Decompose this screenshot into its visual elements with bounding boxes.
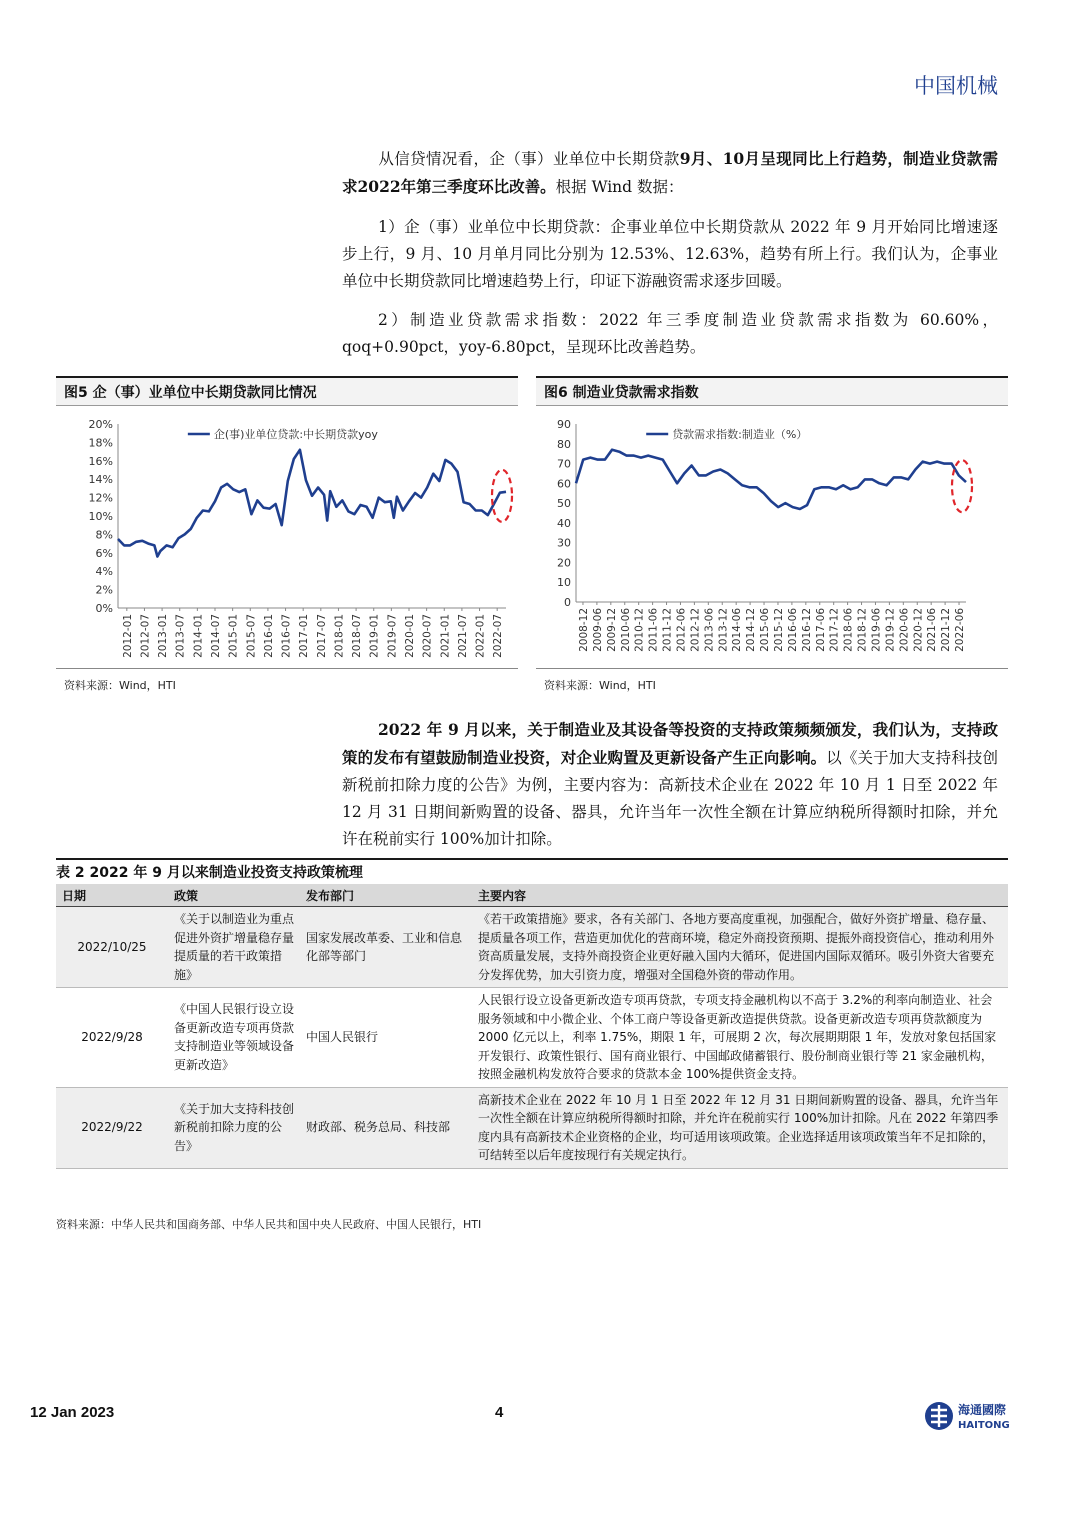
chart5-data-point bbox=[499, 492, 501, 494]
chart5-y-tick-label: 4% bbox=[95, 565, 113, 579]
chart6-y-tick-label: 10 bbox=[557, 576, 571, 590]
chart6-data-point bbox=[698, 474, 700, 476]
chart5-data-point bbox=[202, 509, 204, 511]
chart6-x-tick-label: 2016-12 bbox=[800, 608, 813, 652]
body-paragraph-policy: 2022 年 9 月以来，关于制造业及其设备等投资的支持政策频频颁发，我们认为，支持政策的发布有望鼓励制造业投资，对企业购置及更新设备产生正向影响。以《关于加大支持科技创新税前扣除力度的公告》为例，主要内容为：高新技术企业在 2022 年 10 月 1 日至 2022 年 12 月 31 日期间新购置的设备、器具，允许当年一次性全额在计算应纳税所得额时扣除，并允许在税前实行 100%加计扣除。 bbox=[342, 720, 998, 848]
chart5-data-point bbox=[372, 517, 374, 519]
chart5-data-point bbox=[341, 499, 343, 501]
cell-dept: 财政部、税务总局、科技部 bbox=[300, 1087, 472, 1168]
chart6-y-tick-label: 20 bbox=[557, 556, 571, 570]
chart5-highlight-ellipse bbox=[492, 470, 512, 522]
chart5-data-point bbox=[287, 480, 289, 482]
col-header-content: 主要内容 bbox=[472, 884, 1008, 907]
chart6-data-point bbox=[662, 459, 664, 461]
chart6-data-point bbox=[878, 482, 880, 484]
chart5-data-point bbox=[117, 538, 119, 540]
figure6-source: 资料来源：Wind，HTI bbox=[544, 679, 656, 692]
logo-en-text: HAITONG bbox=[958, 1420, 1010, 1431]
chart5-data-point bbox=[463, 501, 465, 503]
cell-date: 2022/9/22 bbox=[56, 1087, 168, 1168]
chart6-data-point bbox=[589, 457, 591, 459]
chart6-data-point bbox=[784, 502, 786, 504]
chart5-data-point bbox=[329, 490, 331, 492]
haitong-logo-icon bbox=[922, 1396, 1032, 1436]
chart5-data-point bbox=[156, 555, 158, 557]
chart5-data-point bbox=[129, 544, 131, 546]
chart6-data-point bbox=[763, 492, 765, 494]
chart5-data-point bbox=[481, 509, 483, 511]
chart6-y-tick-label: 50 bbox=[557, 497, 571, 511]
chart5-data-point bbox=[311, 495, 313, 497]
chart6-data-point bbox=[907, 478, 909, 480]
chart5-y-tick-label: 16% bbox=[88, 454, 113, 468]
chart6-x-tick-label: 2020-06 bbox=[898, 608, 911, 652]
chart6-data-point bbox=[965, 481, 967, 483]
col-header-date: 日期 bbox=[56, 884, 168, 907]
chart6-data-point bbox=[835, 488, 837, 490]
chart6-x-tick-label: 2009-12 bbox=[605, 608, 618, 652]
chart5-data-point bbox=[426, 486, 428, 488]
chart5-data-point bbox=[396, 496, 398, 498]
chart6-data-point bbox=[756, 486, 758, 488]
chart5-x-tick-label: 2014-01 bbox=[192, 614, 205, 658]
logo-cn-text: 海通國際 bbox=[958, 1403, 1007, 1417]
chart6-data-point bbox=[719, 468, 721, 470]
chart6-data-point bbox=[734, 478, 736, 480]
chart5-x-tick-label: 2015-01 bbox=[227, 614, 240, 658]
figure5-chart-box bbox=[56, 406, 518, 669]
chart6-x-tick-label: 2017-06 bbox=[814, 608, 827, 652]
chart6-x-tick-label: 2022-06 bbox=[954, 608, 967, 652]
chart5-data-point bbox=[378, 497, 380, 499]
chart6-data-point bbox=[582, 459, 584, 461]
chart6-y-tick-label: 70 bbox=[557, 457, 571, 471]
cell-dept: 中国人民银行 bbox=[300, 988, 472, 1088]
chart5-data-point bbox=[414, 492, 416, 494]
chart5-data-point bbox=[250, 513, 252, 515]
chart6-data-point bbox=[864, 478, 866, 480]
chart6-x-tick-label: 2013-06 bbox=[703, 608, 716, 652]
chart5-x-tick-label: 2017-07 bbox=[315, 614, 328, 658]
chart5-x-tick-label: 2021-01 bbox=[439, 614, 452, 658]
chart5-data-point bbox=[360, 504, 362, 506]
intro-paragraph-3: 2）制造业贷款需求指数：2022 年三季度制造业贷款需求指数为 60.60%，qoq+0.90pct，yoy-6.80pct，呈现环比改善趋势。 bbox=[342, 311, 998, 356]
chart5-y-tick-label: 0% bbox=[95, 602, 113, 615]
chart5-data-point bbox=[323, 494, 325, 496]
chart5-data-point bbox=[384, 501, 386, 503]
chart5-x-tick-label: 2012-01 bbox=[121, 614, 134, 658]
chart5-data-point bbox=[269, 508, 271, 510]
table-header-row bbox=[56, 884, 1008, 907]
chart6-x-tick-label: 2013-12 bbox=[717, 608, 730, 652]
chart5-data-point bbox=[335, 506, 337, 508]
chart6-data-point bbox=[597, 459, 599, 461]
chart5-y-tick-label: 18% bbox=[88, 436, 113, 450]
chart5-legend-label: 企(事)业单位贷款:中长期贷款yoy bbox=[213, 428, 378, 441]
chart6-data-point bbox=[654, 457, 656, 459]
cell-date: 2022/9/28 bbox=[56, 988, 168, 1088]
chart5-data-point bbox=[487, 514, 489, 516]
chart6-data-point bbox=[669, 470, 671, 472]
chart5-data-point bbox=[444, 459, 446, 461]
chart5-data-point bbox=[305, 479, 307, 481]
chart5-data-point bbox=[390, 500, 392, 502]
chart6-data-point bbox=[647, 455, 649, 457]
chart5-data-point bbox=[275, 503, 277, 505]
chart6-x-tick-label: 2011-12 bbox=[661, 608, 674, 652]
col-header-policy: 政策 bbox=[168, 884, 300, 907]
figure6-chart-box bbox=[536, 406, 1008, 669]
chart5-x-tick-label: 2017-01 bbox=[298, 614, 311, 658]
table-source: 资料来源：中华人民共和国商务部、中华人民共和国中央人民政府、中国人民银行，HTI bbox=[56, 1218, 482, 1231]
chart6-x-tick-label: 2020-12 bbox=[912, 608, 925, 652]
chart6-data-point bbox=[792, 506, 794, 508]
chart6-data-point bbox=[821, 486, 823, 488]
chart6-y-tick-label: 0 bbox=[564, 596, 571, 609]
table-row bbox=[56, 988, 1008, 1088]
cell-policy: 《关于加大支持科技创新税前扣除力度的公告》 bbox=[168, 1087, 300, 1168]
chart6-data-point bbox=[770, 500, 772, 502]
chart5-y-tick-label: 10% bbox=[88, 510, 113, 523]
chart6-data-point bbox=[618, 451, 620, 453]
chart5-series-line bbox=[118, 450, 506, 557]
figure6-chart bbox=[536, 406, 1008, 668]
chart6-data-point bbox=[575, 482, 577, 484]
chart5-x-tick-label: 2012-07 bbox=[139, 614, 152, 658]
footer-date: 12 Jan 2023 bbox=[30, 1404, 115, 1421]
chart6-data-point bbox=[806, 504, 808, 506]
chart5-data-point bbox=[147, 543, 149, 545]
chart6-data-point bbox=[914, 468, 916, 470]
chart5-data-point bbox=[232, 488, 234, 490]
chart5-data-point bbox=[457, 471, 459, 473]
chart5-data-point bbox=[196, 517, 198, 519]
chart6-x-tick-label: 2016-06 bbox=[786, 608, 799, 652]
chart6-data-point bbox=[705, 474, 707, 476]
chart5-data-point bbox=[281, 524, 283, 526]
table-row bbox=[56, 1087, 1008, 1168]
chart5-x-tick-label: 2016-01 bbox=[262, 614, 275, 658]
chart5-data-point bbox=[220, 486, 222, 488]
intro-paragraph-2: 1）企（事）业单位中长期贷款：企事业单位中长期贷款从 2022 年 9 月开始同比增速逐步上行，9 月、10 月单月同比分别为 12.53%、12.63%，趋势有所上行。我们认为，企事业单位中长期贷款同比增速趋势上行，印证下游融资需求逐步回暖。 bbox=[342, 218, 998, 290]
cell-date: 2022/10/25 bbox=[56, 907, 168, 988]
chart5-x-tick-label: 2022-07 bbox=[492, 614, 505, 658]
chart6-x-tick-label: 2019-12 bbox=[884, 608, 897, 652]
chart5-x-tick-label: 2019-07 bbox=[386, 614, 399, 658]
chart5-data-point bbox=[166, 544, 168, 546]
chart6-data-point bbox=[611, 449, 613, 451]
chart6-data-point bbox=[900, 476, 902, 478]
chart5-x-tick-label: 2013-07 bbox=[174, 614, 187, 658]
chart6-x-tick-label: 2011-06 bbox=[647, 608, 660, 652]
intro-paragraph-1: 从信贷情况看，企（事）业单位中长期贷款9月、10月呈现同比上行趋势，制造业贷款需求2022年第三季度环比改善。根据 Wind 数据： bbox=[342, 149, 998, 196]
chart5-x-tick-label: 2016-07 bbox=[280, 614, 293, 658]
chart5-data-point bbox=[256, 499, 258, 501]
chart5-y-tick-label: 12% bbox=[88, 491, 113, 505]
chart6-data-point bbox=[676, 482, 678, 484]
chart6-data-point bbox=[748, 486, 750, 488]
chart6-x-tick-label: 2014-06 bbox=[731, 608, 744, 652]
chart5-data-point bbox=[432, 473, 434, 475]
chart6-data-point bbox=[842, 484, 844, 486]
chart5-x-tick-label: 2020-07 bbox=[421, 614, 434, 658]
chart6-data-point bbox=[640, 457, 642, 459]
chart5-data-point bbox=[238, 491, 240, 493]
chart5-data-point bbox=[153, 544, 155, 546]
chart5-y-tick-label: 20% bbox=[88, 418, 113, 431]
chart5-x-tick-label: 2013-01 bbox=[157, 614, 170, 658]
chart6-data-point bbox=[922, 461, 924, 463]
table-title: 表 2 2022 年 9 月以来制造业投资支持政策梳理 bbox=[56, 858, 1008, 886]
chart6-data-point bbox=[813, 488, 815, 490]
chart6-data-point bbox=[799, 508, 801, 510]
chart5-data-point bbox=[190, 528, 192, 530]
chart6-data-point bbox=[633, 455, 635, 457]
chart6-data-point bbox=[857, 486, 859, 488]
chart5-data-point bbox=[420, 497, 422, 499]
cell-dept: 国家发展改革委、工业和信息化部等部门 bbox=[300, 907, 472, 988]
chart6-data-point bbox=[727, 472, 729, 474]
haitong-logo bbox=[922, 1396, 1032, 1436]
chart6-x-tick-label: 2021-06 bbox=[926, 608, 939, 652]
chart5-data-point bbox=[244, 488, 246, 490]
chart5-y-tick-label: 14% bbox=[88, 473, 113, 487]
chart5-y-tick-label: 2% bbox=[95, 583, 113, 597]
chart5-data-point bbox=[505, 491, 507, 493]
chart5-data-point bbox=[184, 533, 186, 535]
chart5-data-point bbox=[408, 500, 410, 502]
chart6-data-point bbox=[712, 470, 714, 472]
chart5-data-point bbox=[172, 546, 174, 548]
figure6-title: 图6 制造业贷款需求指数 bbox=[536, 376, 1008, 406]
cell-content: 人民银行设立设备更新改造专项再贷款，专项支持金融机构以不高于 3.2%的利率向制造业、社会服务领域和中小微企业、个体工商户等设备更新改造提供贷款。设备更新改造专项再贷款额度为 2000 亿元以上，利率 1.75%，期限 1 年，可展期 2 次，每次展期期限 1 年，发放对象包括国家开发银行、政策性银行、国有商业银行、中国邮政储蓄银行、股份制商业银行等 21 家金融机构，按照金融机构发放符合要求的贷款本金 100%提供资金支持。 bbox=[472, 988, 1008, 1088]
chart5-x-tick-label: 2019-01 bbox=[368, 614, 381, 658]
chart6-x-tick-label: 2018-06 bbox=[842, 608, 855, 652]
chart5-data-point bbox=[123, 544, 125, 546]
chart6-x-tick-label: 2009-06 bbox=[591, 608, 604, 652]
chart6-x-tick-label: 2018-12 bbox=[856, 608, 869, 652]
page-header-title: 中国机械 bbox=[914, 74, 998, 98]
chart6-x-tick-label: 2021-12 bbox=[940, 608, 953, 652]
chart6-data-point bbox=[683, 472, 685, 474]
chart6-data-point bbox=[849, 488, 851, 490]
chart5-x-tick-label: 2018-01 bbox=[333, 614, 346, 658]
chart6-x-tick-label: 2010-06 bbox=[619, 608, 632, 652]
table-row bbox=[56, 907, 1008, 988]
chart5-x-tick-label: 2014-07 bbox=[210, 614, 222, 658]
chart5-x-tick-label: 2015-07 bbox=[245, 614, 258, 658]
chart5-data-point bbox=[208, 510, 210, 512]
chart6-y-tick-label: 80 bbox=[557, 437, 571, 451]
chart6-data-point bbox=[886, 484, 888, 486]
chart6-x-tick-label: 2015-06 bbox=[759, 608, 772, 652]
chart5-x-tick-label: 2020-01 bbox=[404, 614, 416, 658]
chart5-x-tick-label: 2022-01 bbox=[474, 614, 487, 658]
chart5-x-tick-label: 2018-07 bbox=[351, 614, 364, 658]
chart5-data-point bbox=[141, 540, 143, 542]
chart5-data-point bbox=[214, 500, 216, 502]
chart5-y-tick-label: 8% bbox=[95, 528, 113, 542]
chart6-data-point bbox=[741, 484, 743, 486]
chart5-data-point bbox=[393, 517, 395, 519]
figure5-title: 图5 企（事）业单位中长期贷款同比情况 bbox=[56, 376, 518, 406]
chart5-data-point bbox=[469, 503, 471, 505]
chart5-data-point bbox=[159, 550, 161, 552]
chart5-data-point bbox=[438, 480, 440, 482]
chart6-data-point bbox=[604, 459, 606, 461]
chart6-data-point bbox=[777, 506, 779, 508]
chart6-x-tick-label: 2010-12 bbox=[633, 608, 646, 652]
chart6-x-tick-label: 2015-12 bbox=[772, 608, 785, 652]
chart5-data-point bbox=[293, 458, 295, 460]
chart5-data-point bbox=[353, 513, 355, 515]
cell-content: 高新技术企业在 2022 年 10 月 1 日至 2022 年 12 月 31 日期间新购置的设备、器具，允许当年一次性全额在计算应纳税所得额时扣除，并允许在税前实行 100%加计扣除。凡在 2022 年第四季度内具有高新技术企业资格的企业，均可适用该项政策。企业选择适用该项政策当年不足扣除的，可结转至以后年度按现行有关规定执行。 bbox=[472, 1087, 1008, 1168]
chart6-data-point bbox=[871, 478, 873, 480]
chart6-x-tick-label: 2012-06 bbox=[675, 608, 688, 652]
chart6-data-point bbox=[936, 461, 938, 463]
chart6-data-point bbox=[626, 455, 628, 457]
chart5-data-point bbox=[402, 509, 404, 511]
chart6-data-point bbox=[929, 463, 931, 465]
chart5-data-point bbox=[450, 463, 452, 465]
chart5-data-point bbox=[317, 486, 319, 488]
chart5-data-point bbox=[263, 507, 265, 509]
chart5-data-point bbox=[366, 506, 368, 508]
chart6-data-point bbox=[828, 486, 830, 488]
chart6-legend-label: 贷款需求指数:制造业（%） bbox=[672, 428, 808, 441]
chart5-x-tick-label: 2021-07 bbox=[456, 614, 469, 658]
figure5-chart bbox=[56, 406, 518, 668]
chart6-y-tick-label: 40 bbox=[557, 516, 571, 530]
cell-policy: 《中国人民银行设立设备更新改造专项再贷款支持制造业等领域设备更新改造》 bbox=[168, 988, 300, 1088]
chart6-y-tick-label: 30 bbox=[557, 536, 571, 550]
chart6-data-point bbox=[951, 463, 953, 465]
chart6-x-tick-label: 2019-06 bbox=[870, 608, 883, 652]
col-header-dept: 发布部门 bbox=[300, 884, 472, 907]
chart5-data-point bbox=[347, 510, 349, 512]
chart5-data-point bbox=[299, 449, 301, 451]
chart6-y-tick-label: 90 bbox=[557, 418, 571, 431]
chart6-x-tick-label: 2017-12 bbox=[828, 608, 841, 652]
chart6-data-point bbox=[893, 476, 895, 478]
chart5-data-point bbox=[135, 541, 137, 543]
chart5-y-tick-label: 6% bbox=[95, 546, 113, 560]
chart5-data-point bbox=[326, 520, 328, 522]
cell-policy: 《关于以制造业为重点促进外资扩增量稳存量提质量的若干政策措施》 bbox=[168, 907, 300, 988]
chart5-data-point bbox=[226, 483, 228, 485]
chart6-x-tick-label: 2012-12 bbox=[689, 608, 702, 652]
chart6-x-tick-label: 2008-12 bbox=[577, 608, 590, 652]
cell-content: 《若干政策措施》要求，各有关部门、各地方要高度重视，加强配合，做好外资扩增量、稳存量、提质量各项工作，营造更加优化的营商环境，稳定外商投资预期、提振外商投资信心，推动利用外资高质量发展，支持外商投资企业更好融入国内大循环，促进国内国际双循环。吸引外资大省要充分发挥优势，加大引资力度，增强对全国稳外资的带动作用。 bbox=[472, 907, 1008, 988]
chart6-x-tick-label: 2014-12 bbox=[745, 608, 758, 652]
chart6-data-point bbox=[943, 463, 945, 465]
chart6-data-point bbox=[691, 465, 693, 467]
chart5-data-point bbox=[178, 537, 180, 539]
chart6-y-tick-label: 60 bbox=[557, 477, 571, 491]
chart6-data-point bbox=[958, 474, 960, 476]
figure5-source: 资料来源：Wind，HTI bbox=[64, 679, 176, 692]
chart5-data-point bbox=[475, 509, 477, 511]
footer-page-number: 4 bbox=[495, 1404, 504, 1421]
policy-table bbox=[56, 884, 1008, 1169]
